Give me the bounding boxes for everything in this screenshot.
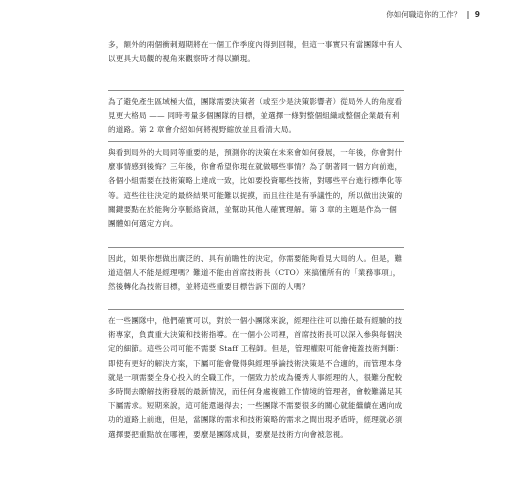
paragraph-3: 與看到局外的大局同等重要的是，預測你的決策在未來會如何發展，一年後，你會對什麼事情感到後悔？三年後，你會希望你現在就做哪些事情？為了朝著同一個方向前進，各個小組需要在技術策略上達成一致，比如要投資哪些技術，對哪些平台進行標準化等等。這些往往決定的最終結果可能難以捉摸，而且往往是有爭議性的，所以做出決策的關鍵要點在於能夠分享脈絡資訊，並幫助其他人確實理解。第 3 章的主題是作為一個團體如何選定方向。 [108,148,403,229]
paragraph-1: 多，額外的兩個衝刺週期將在一個工作季度內得到回報，但這一事實只有當團隊中有人以更具大局觀的視角來觀察時才得以顯現。 [108,40,403,64]
section-divider [108,309,404,310]
paragraph-4: 因此，如果你想做出廣泛的、具有前瞻性的決定，你需要能夠看見大局的人。但是，難道這個人不能是經理嗎？難道不能由首席技術長（CTO）來搞懂所有的「業務事項」，然後轉化為技術目標，並將這些重要目標告訴下面的人嗎？ [108,254,403,292]
section-divider [108,247,404,248]
paragraph-2: 為了避免產生區域極大值，團隊需要決策者（或至少是決策影響者）從局外人的角度看見更大格局 —— 同時考量多個團隊的目標，並選擇一條對整個組織或整個企業最有利的道路。第 2 章會介紹如何將視野縮放並且看清大局。 [108,97,403,135]
page-number: 9 [474,10,480,19]
running-header [386,9,480,20]
section-divider [108,141,404,142]
section-divider [108,90,404,91]
header-separator: | [466,10,470,19]
chapter-title: 你如何職這你的工作？ [386,10,462,19]
paragraph-5: 在一些團隊中，他們確實可以，對於一個小團隊來說，經理往往可以擔任最有經驗的技術專家，負責重大決策和技術指導。在一個小公司裡，首席技術長可以深入參與每個決定的細節。這些公司可能不需要 Staff 工程師。但是，管理權限可能會掩蓋技術判斷：即使有更好的解決方案，下屬可能會覺得與經理爭論技術決策是不合適的，而管理本身就是一項需要全身心投入的全職工作，一個致力於成為優秀人事經理的人，很難分配較多時間去瞭解技術發展的最新情況，而任何身處複雜工作情境的管理者，會較難滿足其下屬需求。短期來說，這可能還過得去；一些團隊不需要很多的關心就能繼續在邁向成功的道路上前進，但是，當團隊的需求和技術策略的需求之間出現矛盾時，經理就必須選擇要把重點放在哪裡，要麼是團隊成員，要麼是技術方向會被忽視。 [108,316,404,439]
